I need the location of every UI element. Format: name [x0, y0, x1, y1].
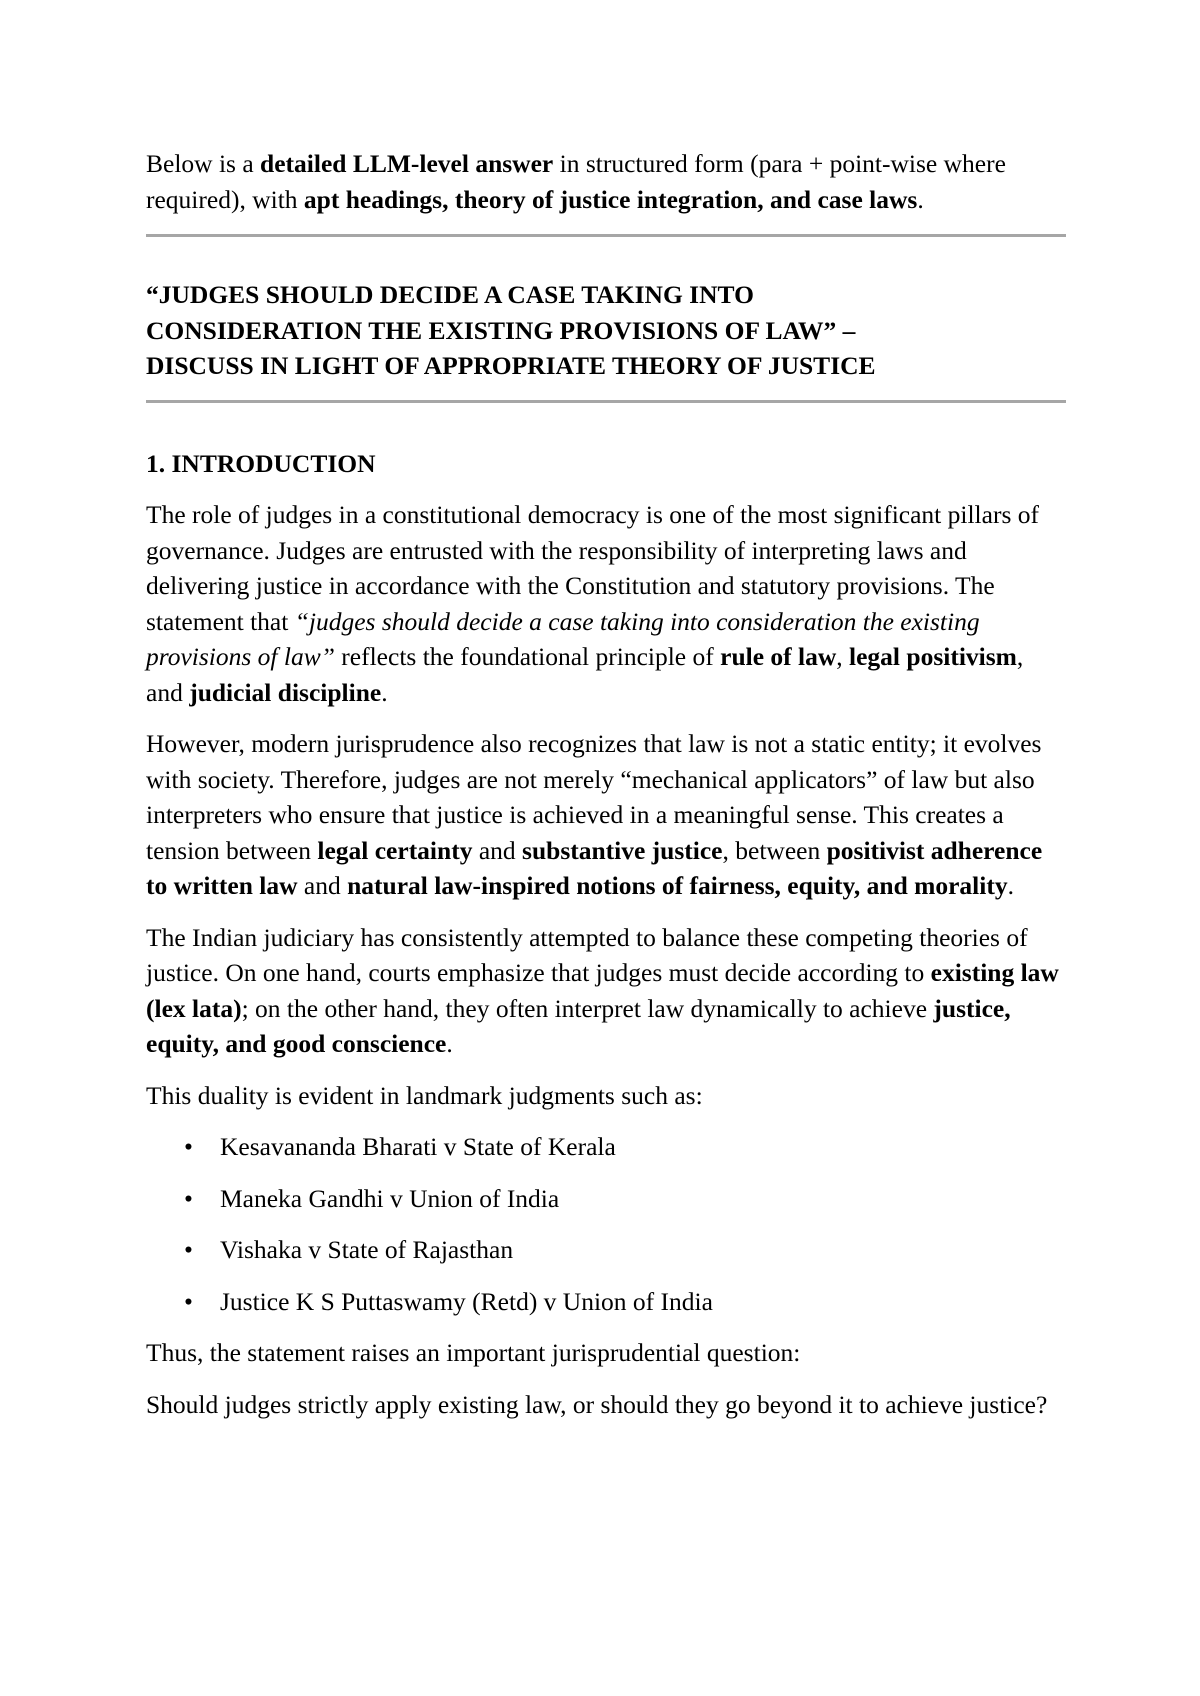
- horizontal-divider: [146, 234, 1066, 237]
- intro-bold-text: apt headings, theory of justice integration, and case laws: [303, 184, 918, 214]
- bullet-icon: •: [184, 1235, 193, 1264]
- list-item: [146, 1232, 1066, 1268]
- title-line: DISCUSS IN LIGHT OF APPROPRIATE THEORY OF JUSTICE: [146, 351, 876, 380]
- bold-term: natural law-inspired notions of fairness, equity, and morality: [347, 871, 1008, 900]
- case-list: [146, 1129, 1066, 1319]
- bold-term: legal positivism: [849, 642, 1017, 671]
- intro-text: Below is a: [146, 149, 261, 178]
- paragraph-text: ; on the other hand, they often interpret law dynamically to achieve: [241, 993, 934, 1023]
- horizontal-divider: [146, 400, 1066, 403]
- case-name: Kesavananda Bharati v State of Kerala: [220, 1132, 616, 1161]
- case-name: Maneka Gandhi v Union of India: [220, 1183, 560, 1213]
- body-paragraph: [146, 920, 1066, 1062]
- intro-text: .: [917, 184, 924, 214]
- title-line: CONSIDERATION THE EXISTING PROVISIONS OF LAW” –: [146, 315, 856, 345]
- body-paragraph: Should judges strictly apply existing law, or should they go beyond it to achieve justice?: [146, 1389, 1048, 1419]
- paragraph-text: The Indian judiciary has consistently attempted to balance these competing theories of justice. On one hand, courts emphasize that judges must decide according to: [146, 922, 1028, 987]
- paragraph-text: .: [381, 677, 388, 707]
- bullet-icon: •: [184, 1286, 193, 1316]
- section-heading: 1. INTRODUCTION: [146, 448, 376, 478]
- case-name: Justice K S Puttaswamy (Retd) v Union of India: [220, 1286, 713, 1316]
- title-line: “JUDGES SHOULD DECIDE A CASE TAKING INTO: [146, 280, 754, 309]
- bold-term: existing law (lex lata): [146, 958, 1059, 1023]
- paragraph-text: ,: [836, 642, 850, 671]
- paragraph-text: .: [1007, 871, 1014, 900]
- intro-text: in structured form (para + point-wise where required), with: [146, 149, 1006, 214]
- paragraph-text: , and: [146, 642, 1024, 707]
- paragraph-text: The role of judges in a constitutional democracy is one of the most significant pillars of governance. Judges are entrusted with the responsibility of interpreting laws and delivering justice in accordance with the Constitution and statutory provisions. The statement that: [146, 500, 1039, 636]
- body-paragraph: Thus, the statement raises an important jurisprudential question:: [146, 1338, 801, 1367]
- case-name: Vishaka v State of Rajasthan: [220, 1235, 514, 1264]
- bold-term: substantive justice: [522, 835, 723, 865]
- bold-term: rule of law: [720, 642, 837, 671]
- intro-paragraph: [146, 146, 1066, 217]
- intro-bold-text: detailed LLM-level answer: [260, 149, 554, 178]
- paragraph-text: reflects the foundational principle of: [334, 642, 721, 671]
- list-item: [146, 1181, 1066, 1217]
- list-item: [146, 1284, 1066, 1320]
- bullet-icon: •: [184, 1132, 193, 1161]
- document-body: [146, 146, 1066, 1438]
- bold-term: positivist adherence to written law: [146, 835, 1043, 900]
- quoted-statement: “judges should decide a case taking into consideration the existing provisions of law”: [146, 606, 980, 671]
- paragraph-text: .: [446, 1029, 453, 1058]
- paragraph-text: and: [297, 871, 348, 900]
- paragraph-text: However, modern jurisprudence also recognizes that law is not a static entity; it evolves with society. Therefore, judges are not merely “mechanical applicators” of law but also interpreters who ensure that justice is achieved in a meaningful sense. This creates a tension between: [146, 729, 1042, 865]
- paragraph-text: , between: [722, 835, 827, 865]
- bold-term: judicial discipline: [189, 677, 382, 707]
- bold-term: legal certainty: [317, 835, 473, 865]
- list-item: [146, 1129, 1066, 1165]
- body-paragraph: [146, 497, 1066, 710]
- paragraph-text: and: [472, 835, 523, 865]
- bullet-icon: •: [184, 1183, 193, 1213]
- body-paragraph: [146, 726, 1066, 904]
- bold-term: justice, equity, and good conscience: [146, 993, 1011, 1058]
- essay-title: [146, 277, 1066, 384]
- body-paragraph: This duality is evident in landmark judgments such as:: [146, 1080, 703, 1110]
